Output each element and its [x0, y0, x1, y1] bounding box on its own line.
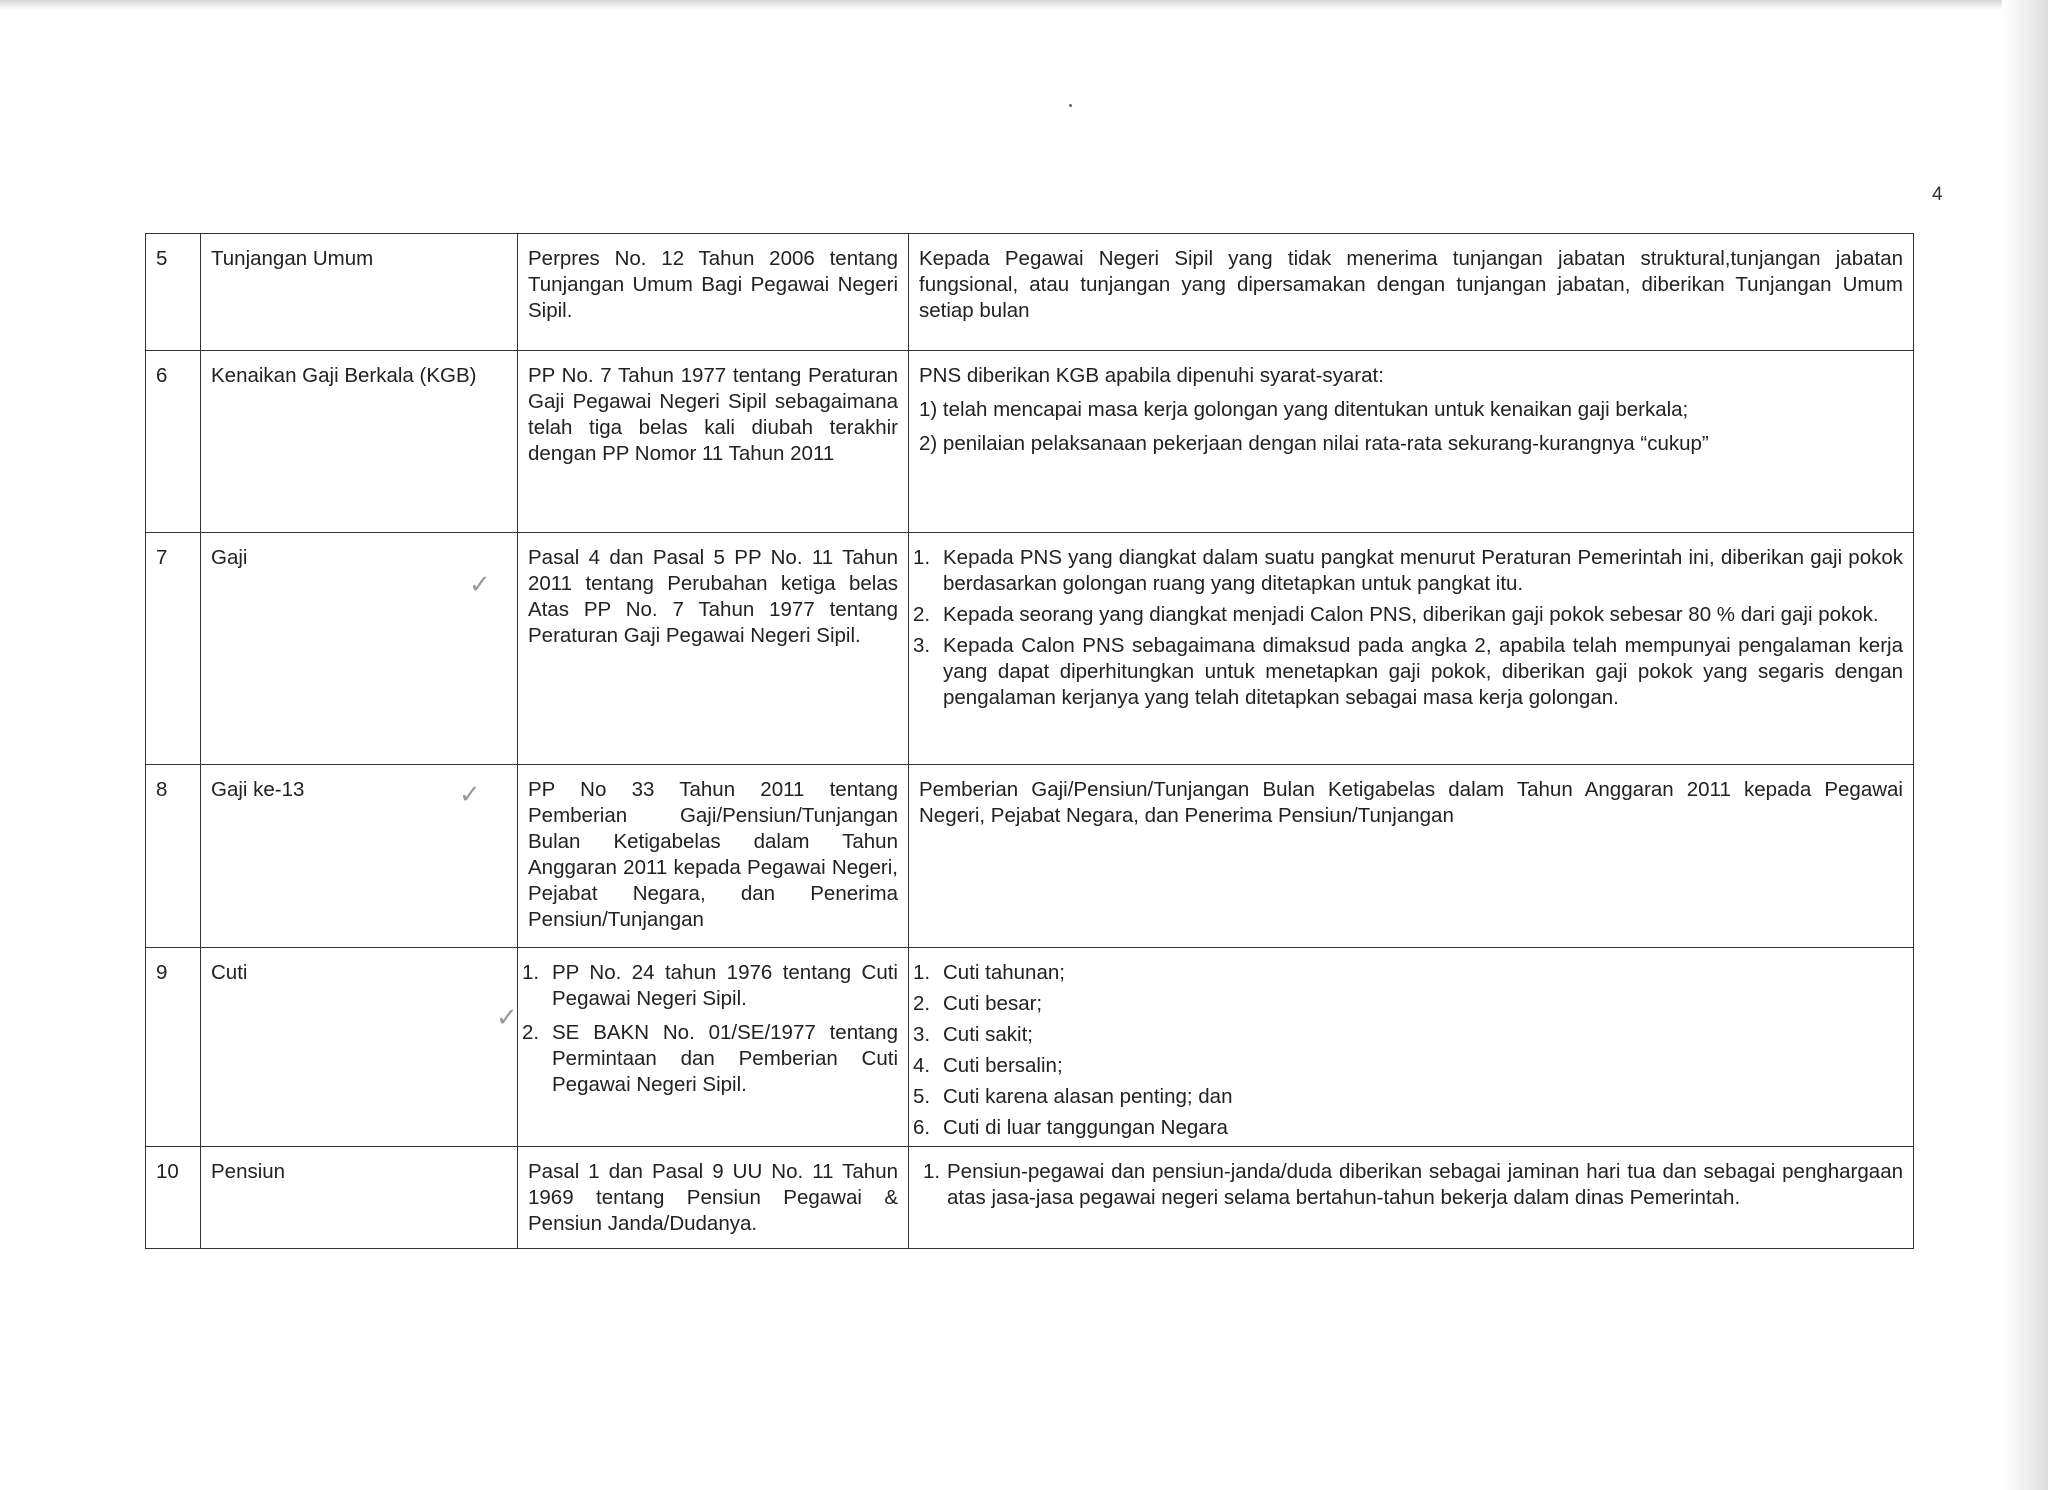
list-text: Pensiun-pegawai dan pensiun-janda/duda diberikan sebagai jaminan hari tua dan sebagai penghargaan atas jasa-jasa pegawai negeri selama bertahun-tahun bekerja dalam dinas Pemerintah.	[947, 1160, 1903, 1209]
list-number: 2.	[522, 1021, 540, 1044]
list-number: 6.	[913, 1116, 931, 1139]
row-description: Kepada Pegawai Negeri Sipil yang tidak menerima tunjangan jabatan struktural,tunjangan jabatan fungsional, atau tunjangan yang dipersamakan dengan tunjangan jabatan, diberikan Tunjangan Umum setiap bulan	[909, 234, 1914, 351]
row-number: 6	[146, 351, 201, 533]
row-description	[909, 1147, 1914, 1249]
row-regulation: PP No. 7 Tahun 1977 tentang Peraturan Gaji Pegawai Negeri Sipil sebagaimana telah tiga belas kali diubah terakhir dengan PP Nomor 11 Tahun 2011	[518, 351, 909, 533]
table-row	[146, 948, 1914, 1147]
list-number: 4.	[913, 1054, 931, 1077]
row-item-name-text: Gaji ke-13	[211, 778, 305, 801]
row-item-name-text: Gaji	[211, 546, 248, 569]
list-number: 1.	[522, 961, 540, 984]
checkmark-icon: ✓	[459, 779, 481, 809]
table-row	[146, 351, 1914, 533]
row-item-name	[201, 533, 518, 765]
list-item	[913, 545, 1903, 597]
row-regulation: PP No 33 Tahun 2011 tentang Pemberian Gaji/Pensiun/Tunjangan Bulan Ketigabelas dalam Tahun Anggaran 2011 kepada Pegawai Negeri, Pejabat Negara, dan Penerima Pensiun/Tunjangan	[518, 765, 909, 948]
list-text: Cuti tahunan;	[943, 961, 1065, 984]
list-number: 2.	[913, 992, 931, 1015]
list-number: 1.	[913, 546, 931, 569]
row-regulation	[496, 948, 909, 1147]
scan-right-edge-shadow	[2002, 0, 2048, 1490]
regulation-list	[522, 960, 898, 1098]
list-text: Kepada PNS yang diangkat dalam suatu pangkat menurut Peraturan Pemerintah ini, diberikan gaji pokok berdasarkan golongan ruang yang ditetapkan untuk pangkat itu.	[943, 546, 1903, 595]
table-row	[146, 765, 1914, 948]
list-text: Cuti karena alasan penting; dan	[943, 1085, 1233, 1108]
row-regulation: Pasal 4 dan Pasal 5 PP No. 11 Tahun 2011 tentang Perubahan ketiga belas Atas PP No. 7 Tahun 1977 tentang Peraturan Gaji Pegawai Negeri Sipil.	[518, 533, 909, 765]
checkmark-icon: ✓	[469, 569, 491, 599]
row-description	[909, 351, 1914, 533]
row-number: 7	[146, 533, 201, 765]
list-item	[913, 991, 1903, 1017]
list-text: Cuti besar;	[943, 992, 1043, 1015]
list-item	[913, 1084, 1903, 1110]
row-item-name	[201, 765, 518, 948]
list-text: Cuti di luar tanggungan Negara	[943, 1116, 1228, 1139]
page-number: 4	[1932, 184, 1943, 205]
list-item: 2) penilaian pelaksanaan pekerjaan dengan nilai rata-rata sekurang-kurangnya “cukup”	[919, 432, 1709, 455]
list-number: 3.	[913, 1023, 931, 1046]
table-row	[146, 1147, 1914, 1249]
scan-top-edge	[0, 0, 2048, 10]
list-item	[913, 602, 1903, 628]
row-item-name: Pensiun	[201, 1147, 518, 1249]
row-description	[909, 533, 1914, 765]
list-text: Kepada Calon PNS sebagaimana dimaksud pada angka 2, apabila telah mempunyai pengalaman kerja yang dapat diperhitungkan untuk menetapkan gaji pokok, diberikan gaji pokok yang segaris dengan pengalaman kerjanya yang telah ditetapkan sebagai masa kerja golongan.	[943, 634, 1903, 709]
description-intro: PNS diberikan KGB apabila dipenuhi syarat-syarat:	[919, 364, 1384, 387]
list-item	[913, 960, 1903, 986]
list-number: 2.	[913, 603, 931, 626]
list-item	[923, 1159, 1903, 1211]
list-number: 3.	[913, 634, 931, 657]
list-item	[913, 1022, 1903, 1048]
table-row	[146, 234, 1914, 351]
list-text: PP No. 24 tahun 1976 tentang Cuti Pegawai Negeri Sipil.	[552, 961, 898, 1010]
requirement-list	[919, 397, 1903, 457]
numbered-list	[913, 545, 1903, 711]
table-row	[146, 533, 1914, 765]
list-number: 1.	[913, 961, 931, 984]
list-item: 1) telah mencapai masa kerja golongan yang ditentukan untuk kenaikan gaji berkala;	[919, 398, 1689, 421]
list-item	[913, 1053, 1903, 1079]
row-number: 10	[146, 1147, 201, 1249]
list-item	[913, 633, 1903, 711]
row-regulation: Pasal 1 dan Pasal 9 UU No. 11 Tahun 1969 tentang Pensiun Pegawai & Pensiun Janda/Dudanya.	[518, 1147, 909, 1249]
checkmark-icon: ✓	[496, 1002, 518, 1032]
list-number: 1.	[923, 1160, 941, 1183]
row-item-name: Cuti	[201, 948, 518, 1147]
scan-speck	[1069, 104, 1072, 107]
list-item	[522, 960, 898, 1012]
list-text: Cuti sakit;	[943, 1023, 1033, 1046]
row-item-name: Tunjangan Umum	[201, 234, 518, 351]
row-item-name: Kenaikan Gaji Berkala (KGB)	[201, 351, 518, 533]
numbered-list	[923, 1159, 1903, 1211]
list-item	[913, 1115, 1903, 1141]
list-item	[522, 1020, 898, 1098]
row-number: 5	[146, 234, 201, 351]
row-description: Pemberian Gaji/Pensiun/Tunjangan Bulan Ketigabelas dalam Tahun Anggaran 2011 kepada Pegawai Negeri, Pejabat Negara, dan Penerima Pensiun/Tunjangan	[909, 765, 1914, 948]
row-description	[909, 948, 1914, 1147]
list-text: Cuti bersalin;	[943, 1054, 1063, 1077]
list-number: 5.	[913, 1085, 931, 1108]
list-text: Kepada seorang yang diangkat menjadi Calon PNS, diberikan gaji pokok sebesar 80 % dari gaji pokok.	[943, 603, 1879, 626]
numbered-list	[913, 960, 1903, 1141]
list-text: SE BAKN No. 01/SE/1977 tentang Permintaan dan Pemberian Cuti Pegawai Negeri Sipil.	[552, 1021, 898, 1096]
row-number: 9	[146, 948, 201, 1147]
row-regulation: Perpres No. 12 Tahun 2006 tentang Tunjangan Umum Bagi Pegawai Negeri Sipil.	[518, 234, 909, 351]
row-number: 8	[146, 765, 201, 948]
regulation-table	[145, 233, 1914, 1249]
